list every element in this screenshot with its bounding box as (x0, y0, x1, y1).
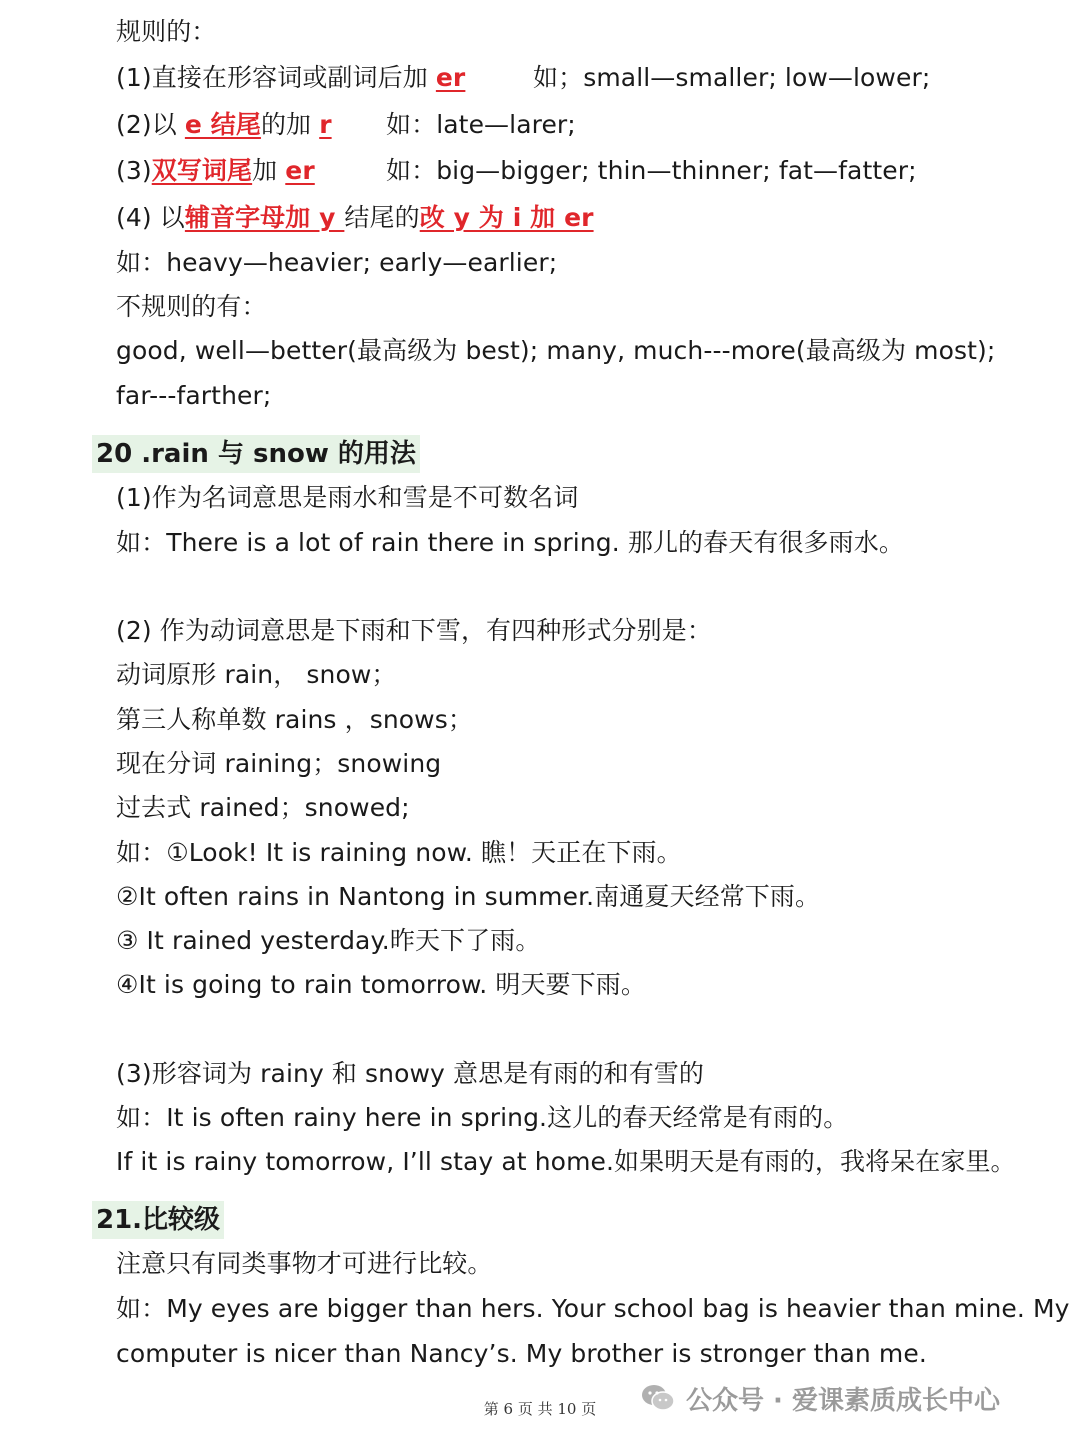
s20-verb-usage: (2) 作为动词意思是下雨和下雪，有四种形式分别是： (116, 616, 712, 645)
watermark (640, 1378, 1000, 1418)
regular-title: 规则的： (116, 17, 217, 46)
rule-4-highlight-1: 辅音字母加 y (184, 203, 345, 232)
rule-1-text: (1)直接在形容词或副词后加 (116, 63, 436, 92)
rule-2 (116, 107, 576, 143)
page-number: 第 6 页 共 10 页 (483, 1400, 597, 1418)
s20-form-base: 动词原形 rain， snow； (116, 660, 397, 689)
rule-2-mid: 的加 (260, 110, 320, 139)
rule-1-highlight: er (435, 63, 466, 92)
s20-adjective-example-1: 如：It is often rainy here in spring.这儿的春天经常是有雨的。 (116, 1103, 849, 1132)
rule-2-example: 如：late—larer; (386, 110, 576, 139)
s21-example-2: computer is nicer than Nancy’s. My brother is stronger than me. (116, 1339, 927, 1368)
s20-form-present-participle: 现在分词 raining；snowing (116, 749, 442, 778)
irregular-title: 不规则的有： (116, 292, 267, 321)
rule-3-mid: 加 (252, 156, 286, 185)
s20-example-4: ④It is going to rain tomorrow. 明天要下雨。 (116, 970, 646, 999)
watermark-text: 公众号 · 爱课素质成长中心 (686, 1385, 1000, 1416)
rule-4-text: (4) 以 (116, 203, 185, 232)
s20-example-3: ③ It rained yesterday.昨天下了雨。 (116, 926, 541, 955)
rule-4 (116, 200, 594, 236)
wechat-icon (640, 1383, 676, 1413)
s21-note: 注意只有同类事物才可进行比较。 (116, 1249, 493, 1278)
s20-form-past: 过去式 rained；snowed; (116, 793, 410, 822)
rule-1 (116, 60, 931, 96)
rule-3-highlight-2: er (285, 156, 315, 185)
section-20-heading: 20 .rain 与 snow 的用法 (92, 435, 420, 473)
rule-3-example: 如：big—bigger; thin—thinner; fat—fatter; (386, 156, 917, 185)
rule-3-highlight-1: 双写词尾 (151, 156, 253, 185)
s20-form-third-person: 第三人称单数 rains ，snows； (116, 705, 473, 734)
rule-2-text: (2)以 (116, 110, 185, 139)
rule-4-example: 如：heavy—heavier; early—earlier; (116, 248, 558, 277)
section-21-heading: 21.比较级 (92, 1201, 224, 1239)
s20-noun-example: 如：There is a lot of rain there in spring. 那儿的春天有很多雨水。 (116, 528, 904, 557)
rule-4-highlight-2: 改 y 为 i 加 er (419, 203, 594, 232)
rule-4-mid: 结尾的 (344, 203, 420, 232)
irregular-line-2: far---farther; (116, 381, 272, 410)
rule-2-highlight-2: r (319, 110, 332, 139)
irregular-line-1: good, well—better(最高级为 best); many, much---more(最高级为 most); (116, 336, 996, 365)
rule-3 (116, 153, 917, 189)
s20-example-2: ②It often rains in Nantong in summer.南通夏天经常下雨。 (116, 882, 821, 911)
s21-example-1: 如：My eyes are bigger than hers. Your school bag is heavier than mine. My (116, 1294, 1070, 1323)
s20-example-1: 如：①Look! It is raining now. 瞧！天正在下雨。 (116, 838, 682, 867)
rule-1-example: 如；small—smaller; low—lower; (533, 63, 931, 92)
rule-2-highlight-1: e 结尾 (184, 110, 261, 139)
rule-3-text: (3) (116, 156, 152, 185)
s20-adjective-example-2: If it is rainy tomorrow, I’ll stay at home.如果明天是有雨的，我将呆在家里。 (116, 1147, 1016, 1176)
s20-adjective-usage: (3)形容词为 rainy 和 snowy 意思是有雨的和有雪的 (116, 1059, 704, 1088)
s20-noun-usage: (1)作为名词意思是雨水和雪是不可数名词 (116, 483, 579, 512)
